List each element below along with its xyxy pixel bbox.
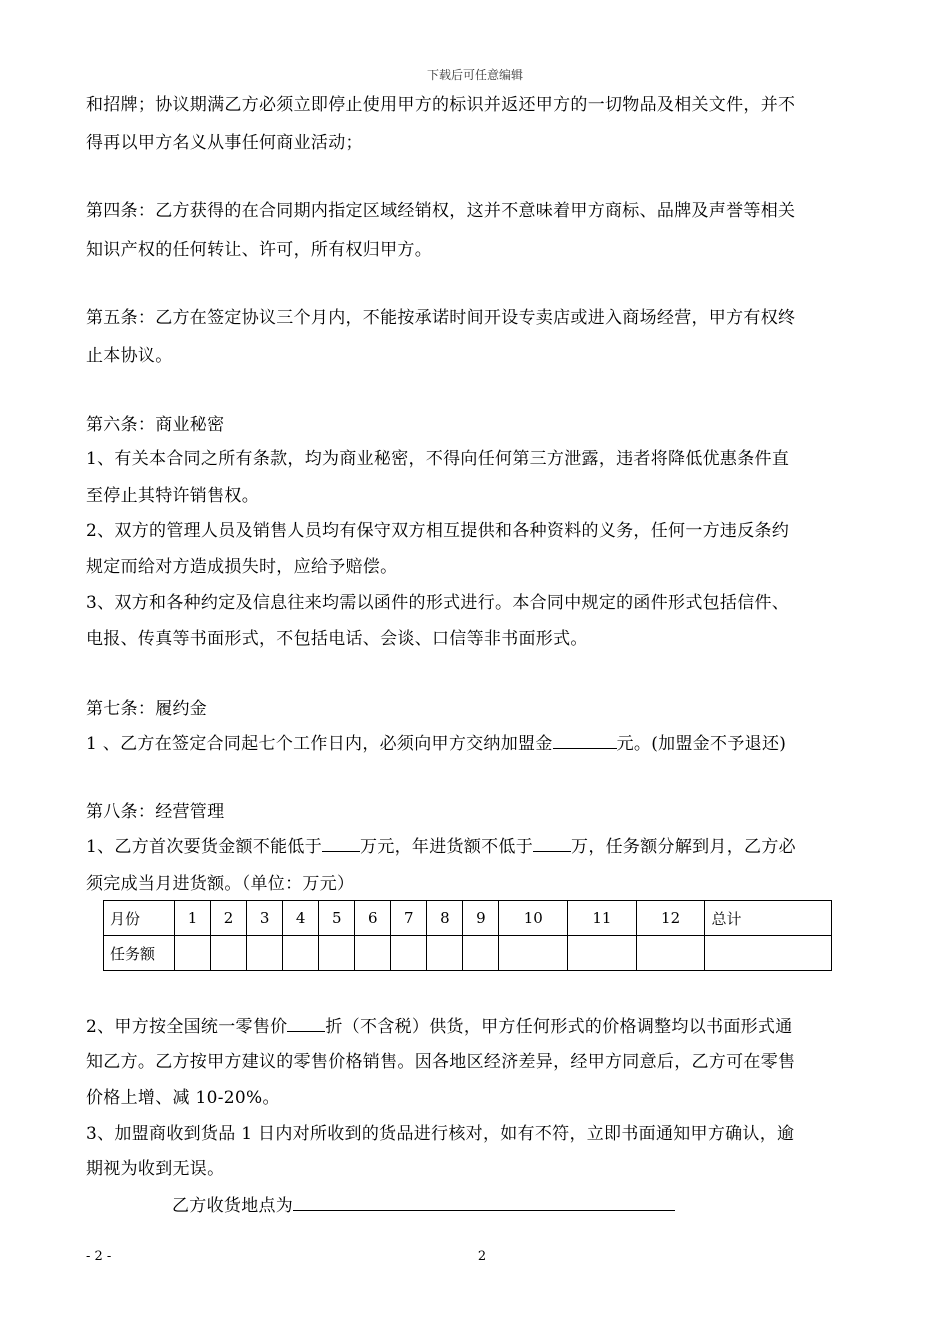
clause-8-heading: 第八条：经营管理 <box>86 802 225 822</box>
receiving-address-field[interactable] <box>293 1194 675 1211</box>
table-cell-empty[interactable] <box>175 936 211 971</box>
table-cell-month: 5 <box>319 901 355 936</box>
table-cell-month: 2 <box>211 901 247 936</box>
text-line: 得再以甲方名义从事任何商业活动； <box>86 133 363 153</box>
blank-field[interactable] <box>287 1015 325 1032</box>
clause-4-heading: 第四条：乙方获得的在合同期内指定区域经销权，这并不意味着甲方商标、品牌及声誉等相关 <box>86 201 796 221</box>
text-line: 价格上增、减 10-20%。 <box>86 1088 280 1108</box>
text-line: 和招牌；协议期满乙方必须立即停止使用甲方的标识并返还甲方的一切物品及相关文件，并不 <box>86 95 796 115</box>
table-cell-empty[interactable] <box>499 936 568 971</box>
table-cell-empty[interactable] <box>247 936 283 971</box>
table-cell-empty[interactable] <box>636 936 705 971</box>
text-line: 知乙方。乙方按甲方建议的零售价格销售。因各地区经济差异，经甲方同意后，乙方可在零售 <box>86 1052 796 1072</box>
blank-field[interactable] <box>553 732 617 749</box>
table-cell-label: 月份 <box>104 901 175 936</box>
text-line: 至停止其特许销售权。 <box>86 486 259 506</box>
clause-6-heading: 第六条：商业秘密 <box>86 415 225 435</box>
text-line: 1、乙方首次要货金额不能低于 万元，年进货额不低于 万，任务额分解到月，乙方必 <box>86 837 796 857</box>
monthly-task-table <box>103 900 832 971</box>
table-cell-empty[interactable] <box>463 936 499 971</box>
text-line: 3、加盟商收到货品 1 日内对所收到的货品进行核对，如有不符，立即书面通知甲方确认，逾 <box>86 1124 795 1144</box>
text-line: 电报、传真等书面形式，不包括电话、会谈、口信等非书面形式。 <box>86 629 588 649</box>
table-cell-empty[interactable] <box>355 936 391 971</box>
text-line: 3、双方和各种约定及信息往来均需以函件的形式进行。本合同中规定的函件形式包括信件、 <box>86 593 790 613</box>
text-line: 止本协议。 <box>86 346 173 366</box>
text-line: 期视为收到无误。 <box>86 1159 225 1179</box>
table-cell-empty[interactable] <box>391 936 427 971</box>
text-line: 2、甲方按全国统一零售价 折（不含税）供货，甲方任何形式的价格调整均以书面形式通 <box>86 1017 793 1037</box>
text-line: 知识产权的任何转让、许可，所有权归甲方。 <box>86 240 432 260</box>
blank-field[interactable] <box>322 835 360 852</box>
table-cell-total: 总计 <box>705 901 832 936</box>
blank-field[interactable] <box>533 835 571 852</box>
text-line: 须完成当月进货额。（单位：万元） <box>86 874 355 894</box>
table-cell-month: 7 <box>391 901 427 936</box>
text-line: 2、双方的管理人员及销售人员均有保守双方相互提供和各种资料的义务，任何一方违反条约 <box>86 521 790 541</box>
table-cell-empty[interactable] <box>319 936 355 971</box>
table-row <box>104 936 832 971</box>
page-header: 下载后可任意编辑 <box>426 68 523 82</box>
table-cell-empty[interactable] <box>283 936 319 971</box>
page-footer-left: - 2 - <box>86 1249 112 1264</box>
table-cell-empty[interactable] <box>568 936 637 971</box>
page-number: 2 <box>477 1249 487 1264</box>
table-cell-empty[interactable] <box>211 936 247 971</box>
table-cell-label: 任务额 <box>104 936 175 971</box>
text-line: 乙方收货地点为 <box>172 1191 675 1216</box>
table-cell-month: 8 <box>427 901 463 936</box>
table-cell-month: 11 <box>568 901 637 936</box>
table-row <box>104 901 832 936</box>
text-line: 1 、乙方在签定合同起七个工作日内，必须向甲方交纳加盟金 元。(加盟金不予退还) <box>86 734 787 754</box>
table-cell-month: 10 <box>499 901 568 936</box>
table-cell-month: 6 <box>355 901 391 936</box>
table-cell-month: 12 <box>636 901 705 936</box>
table-cell-month: 1 <box>175 901 211 936</box>
table-cell-month: 4 <box>283 901 319 936</box>
table-cell-empty[interactable] <box>427 936 463 971</box>
clause-7-heading: 第七条：履约金 <box>86 699 208 719</box>
table-cell-month: 3 <box>247 901 283 936</box>
text-line: 规定而给对方造成损失时，应给予赔偿。 <box>86 557 398 577</box>
text-line: 1、有关本合同之所有条款，均为商业秘密，不得向任何第三方泄露，违者将降低优惠条件直 <box>86 449 790 469</box>
table-cell-month: 9 <box>463 901 499 936</box>
clause-5-heading: 第五条：乙方在签定协议三个月内，不能按承诺时间开设专卖店或进入商场经营，甲方有权终 <box>86 308 796 328</box>
table-cell-empty[interactable] <box>705 936 832 971</box>
